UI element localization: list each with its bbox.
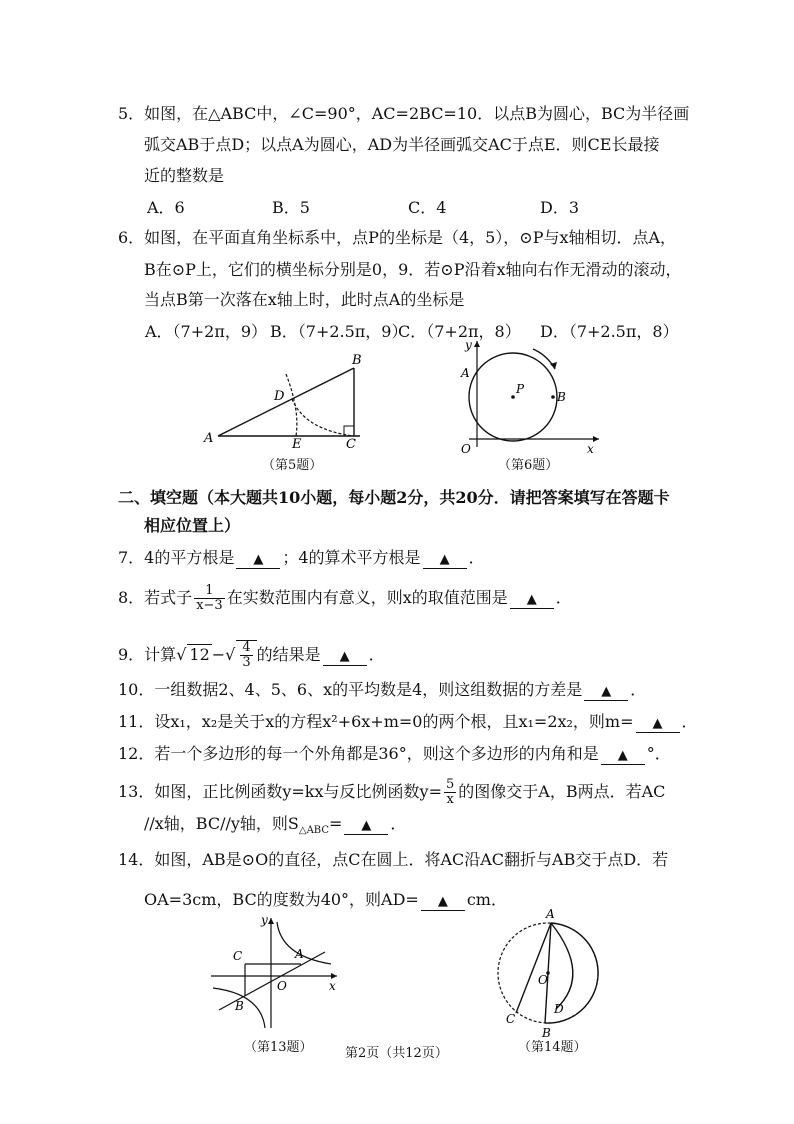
q10-answer-blank[interactable]: ▲: [584, 684, 628, 701]
figure-5: [200, 350, 380, 450]
q6-option-c: C．（7+2π，8）: [398, 322, 521, 341]
q8-fraction: [194, 584, 225, 613]
q8: [118, 584, 572, 613]
q7-end: ．: [468, 548, 485, 567]
q13-equals: =: [329, 814, 343, 833]
q13-text-3: //x轴，BC//y轴，则S: [144, 814, 299, 833]
q13-answer-blank[interactable]: ▲: [344, 818, 388, 835]
q7-answer-blank-2[interactable]: ▲: [423, 552, 467, 569]
point-b: [551, 395, 555, 399]
q14-line1: 14．如图，AB是⊙O的直径，点C在圆上．将AC沿AC翻折与AB交于点D．若: [118, 850, 669, 869]
q9-fraction: [240, 641, 252, 670]
q13-end: ．: [390, 814, 407, 833]
label-d: D: [554, 1002, 564, 1016]
q6-option-b: B．（7+2.5π，9）: [270, 322, 408, 341]
q9-fraction-num: 4: [242, 640, 251, 655]
q14-text: OA=3cm，BC的度数为40°，则AD=: [144, 890, 419, 909]
q9-answer-blank[interactable]: ▲: [323, 649, 367, 666]
q13-subscript: △ABC: [298, 825, 329, 837]
q8-text-1: 8．若式子: [118, 588, 193, 607]
q10: [118, 680, 646, 701]
q5-option-d: D．3: [540, 198, 580, 217]
q5-option-c: C．4: [408, 198, 447, 217]
q5-line1: 5．如图，在△ABC中，∠C=90°，AC=2BC=10．以点B为圆心，BC为半径画: [118, 104, 690, 123]
section-2-line1: 二、填空题（本大题共10小题，每小题2分，共20分．请把答案填写在答题卡: [118, 488, 670, 507]
q6-option-d: D．（7+2.5π，8）: [540, 322, 679, 341]
figure-13: [205, 912, 345, 1032]
q11-end: ．: [681, 712, 698, 731]
figure-13-caption: （第13题）: [244, 1040, 313, 1055]
q9-minus: −: [211, 645, 226, 664]
q6-line2: B在⊙P上，它们的横坐标分别是0，9．若⊙P沿着x轴向右作无滑动的滚动，: [144, 260, 682, 279]
q9-end: ．: [368, 645, 385, 664]
q12: [118, 744, 671, 765]
q9-text-1: 9．计算: [118, 645, 177, 664]
q5-line3: 近的整数是: [144, 166, 225, 185]
label-c: C: [346, 437, 356, 450]
q8-fraction-num: 1: [194, 584, 225, 599]
q11-text: 11．设x₁，x₂是关于x的方程x²+6x+m=0的两个根，且x₁=2x₂，则m=: [118, 712, 634, 731]
label-o: O: [461, 442, 471, 456]
q7-text-1: 7．4的平方根是: [118, 548, 235, 567]
x-axis-arrow: [593, 436, 599, 442]
label-a: A: [204, 431, 214, 446]
label-b: B: [235, 999, 244, 1013]
q9-radical-2: [236, 640, 256, 670]
y-axis-arrow: [474, 341, 480, 347]
label-a: A: [546, 907, 555, 921]
q10-end: ．: [630, 680, 647, 699]
page-footer: 第2页（共12页）: [345, 1046, 448, 1061]
q13-line1: [118, 778, 665, 807]
q8-answer-blank[interactable]: ▲: [510, 592, 554, 609]
label-d: D: [274, 389, 285, 404]
q7-text-2: ；4的算术平方根是: [282, 548, 421, 567]
center-p: [511, 395, 515, 399]
q7: [118, 548, 485, 569]
label-c: C: [506, 1012, 516, 1026]
label-b: B: [557, 390, 566, 404]
label-x: x: [329, 979, 336, 993]
segment-ab: [218, 368, 354, 436]
q10-text: 10．一组数据2、4、5、6、x的平均数是4，则这组数据的方差是: [118, 680, 583, 699]
label-y: y: [465, 338, 472, 352]
figure-14-caption: （第14题）: [518, 1040, 587, 1055]
q13-fraction-num: 5: [445, 777, 455, 792]
q13-text-2: 的图像交于A，B两点．若AC: [458, 782, 666, 801]
label-o: O: [538, 973, 548, 987]
label-a: A: [461, 366, 470, 380]
q6-line3: 当点B第一次落在x轴上时，此时点A的坐标是: [144, 290, 465, 309]
y-axis-arrow: [268, 918, 274, 924]
q9-radicand-1: 12: [189, 645, 210, 664]
q5-option-a: A．6: [147, 198, 185, 217]
q7-answer-blank-1[interactable]: ▲: [236, 552, 280, 569]
q9: 9．计算√ 12 −√ $\frac{4}{3}$ 的结果是 ▲ ．: [118, 640, 385, 670]
q13-fraction: [444, 778, 456, 807]
q6-line1: 6．如图，在平面直角坐标系中，点P的坐标是（4，5），⊙P与x轴相切．点A，: [118, 228, 677, 247]
q14-end: cm．: [466, 890, 507, 909]
q6-option-a: A．（7+2π，9）: [145, 322, 268, 341]
q8-end: ．: [555, 588, 572, 607]
figure-6: [455, 335, 605, 460]
label-b: B: [352, 353, 362, 368]
q14-line2: [144, 890, 507, 911]
folded-arc-ac: [551, 923, 573, 1009]
circle-o-right-half: [545, 923, 598, 1023]
q5-line2: 弧交AB于点D；以点A为圆心，AD为半径画弧交AC于点E．则CE长最接: [144, 135, 660, 154]
q9-text-2: 的结果是: [256, 645, 321, 664]
label-x: x: [587, 442, 594, 456]
label-a: A: [295, 947, 304, 961]
q13-text-1: 13．如图，正比例函数y=kx与反比例函数y=: [118, 782, 442, 801]
q12-text: 12．若一个多边形的每一个外角都是36°，则这个多边形的内角和是: [118, 744, 599, 763]
q5-option-b: B．5: [272, 198, 310, 217]
label-o: O: [277, 979, 287, 993]
label-e: E: [292, 437, 302, 450]
q8-fraction-den: x−3: [196, 598, 223, 613]
q13-line2: [144, 814, 406, 841]
label-b: B: [542, 1026, 551, 1040]
figure-5-caption: （第5题）: [262, 458, 323, 473]
section-2-line2: 相应位置上）: [144, 516, 241, 535]
arc-centered-b: [292, 399, 354, 436]
q9-fraction-den: 3: [242, 655, 251, 670]
q12-end: °．: [646, 744, 671, 763]
q8-text-2: 在实数范围内有意义，则x的取值范围是: [226, 588, 508, 607]
hyperbola-branch-1: [277, 922, 331, 964]
q11-answer-blank[interactable]: ▲: [636, 716, 680, 733]
q13-fraction-den: x: [446, 792, 454, 807]
label-y: y: [261, 913, 268, 927]
label-c: C: [233, 949, 243, 963]
arc-centered-a: [286, 374, 297, 436]
q11: [118, 712, 698, 733]
figure-14: [492, 905, 612, 1043]
q14-answer-blank[interactable]: ▲: [421, 894, 465, 911]
q12-answer-blank[interactable]: ▲: [601, 748, 645, 765]
figure-6-caption: （第6题）: [498, 458, 559, 473]
label-p: P: [516, 382, 525, 396]
